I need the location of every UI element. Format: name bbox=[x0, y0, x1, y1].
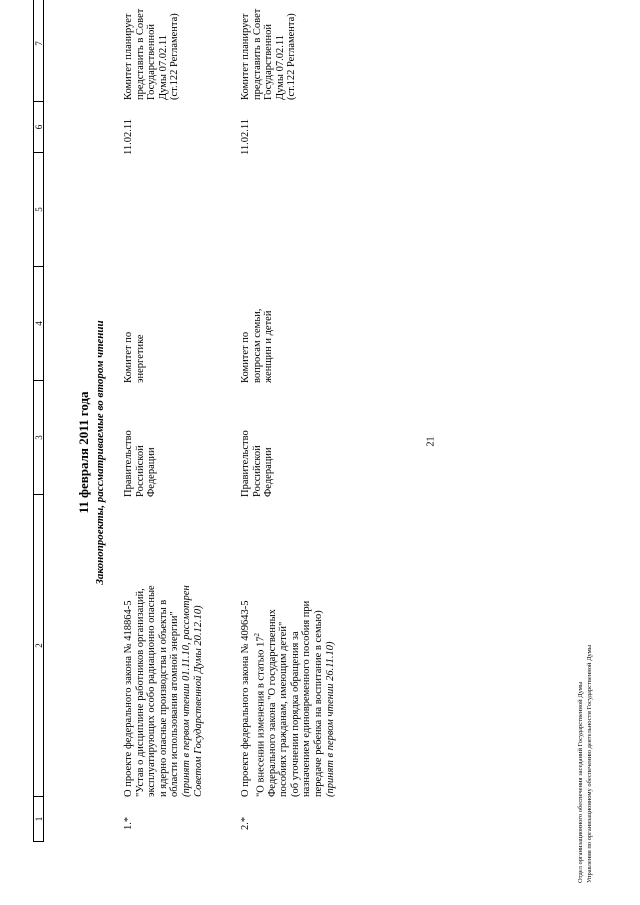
plan-line: представить в Совет bbox=[134, 8, 146, 100]
bill-title-line: пособиях гражданам, имеющим детей" bbox=[278, 621, 290, 797]
committee-plan bbox=[123, 0, 181, 100]
committee-line: Комитет по bbox=[240, 331, 251, 383]
plan-line: Думы 07.02.11 bbox=[274, 35, 286, 100]
bill-title-line: эксплуатирующих особо радиационно опасные bbox=[146, 585, 158, 797]
bill-title-line: и ядерно опасные производства и объекты в bbox=[157, 599, 169, 797]
section-subtitle: Законопроекты, рассматриваемые во втором чтении bbox=[94, 320, 106, 585]
bill-reading-note: (принят в первом чтении 01.11.10, рассмотрен bbox=[180, 585, 192, 797]
committee-line: женщин и детей bbox=[263, 310, 275, 383]
initiator-line: Федерации bbox=[263, 447, 275, 497]
column-number: 3 bbox=[34, 380, 43, 494]
article-superscript: 2 bbox=[252, 632, 261, 637]
bill-title-line: "Устав о дисциплине работников организаций, bbox=[134, 588, 146, 797]
bill-initiator bbox=[123, 387, 158, 497]
bill-title-line: Федерального закона "О государственных bbox=[266, 609, 278, 797]
initiator-line: Правительство bbox=[240, 430, 251, 497]
session-date-heading: 11 февраля 2011 года bbox=[76, 391, 91, 514]
review-date: 11.02.11 bbox=[240, 119, 251, 155]
initiator-line: Правительство bbox=[123, 430, 134, 497]
plan-line: (ст.122 Регламента) bbox=[169, 13, 181, 100]
bill-reading-note: (принят в первом чтении 26.11.10) bbox=[324, 641, 336, 797]
responsible-committee bbox=[123, 273, 146, 383]
plan-line: Комитет планирует bbox=[123, 13, 134, 100]
initiator-line: Российской bbox=[134, 445, 146, 497]
bill-title-line: "О внесении изменения в статью 17 bbox=[255, 636, 267, 797]
committee-line: энергетике bbox=[134, 334, 146, 383]
plan-line: (ст.122 Регламента) bbox=[286, 13, 298, 100]
column-number: 4 bbox=[34, 266, 43, 380]
bill-reading-note: Советом Государственной Думы 20.12.10) bbox=[192, 605, 204, 797]
committee-plan bbox=[240, 0, 298, 100]
plan-line: Государственной bbox=[146, 24, 158, 100]
column-number-row bbox=[33, 0, 44, 842]
committee-line: Комитет по bbox=[123, 331, 134, 383]
footer-line: Отдел организационного обеспечения заседаний Государственной Думы bbox=[577, 681, 584, 883]
footer bbox=[577, 645, 594, 883]
initiator-line: Российской bbox=[251, 445, 263, 497]
bill-title-line: назначением единовременного пособия при bbox=[301, 600, 313, 797]
initiator-line: Федерации bbox=[146, 447, 158, 497]
bill-title-line: (об уточнении порядка обращения за bbox=[289, 631, 301, 797]
bill-title-line: передаче ребенка на воспитание в семью) bbox=[313, 610, 325, 797]
bill-initiator bbox=[240, 387, 275, 497]
plan-line: Комитет планирует bbox=[240, 13, 251, 100]
bill-description bbox=[123, 497, 204, 797]
column-number: 7 bbox=[34, 41, 44, 46]
bill-title-line: О проекте федерального закона № 409643-5 bbox=[240, 600, 251, 797]
column-number: 1 bbox=[34, 796, 43, 841]
row-number: 2.* bbox=[240, 816, 251, 830]
responsible-committee bbox=[240, 273, 275, 383]
footer-line: Управления по организационному обеспечению деятельности Государственной Думы bbox=[585, 644, 593, 883]
plan-line: Государственной bbox=[263, 24, 275, 100]
column-number: 5 bbox=[34, 152, 43, 266]
page-number: 21 bbox=[425, 436, 437, 447]
committee-line: вопросам семьи, bbox=[251, 308, 263, 383]
column-number: 6 bbox=[34, 101, 43, 152]
bill-title-line: области использования атомной энергии" bbox=[169, 611, 181, 797]
plan-line: Думы 07.02.11 bbox=[157, 35, 169, 100]
plan-line: представить в Совет bbox=[251, 8, 263, 100]
review-date: 11.02.11 bbox=[123, 119, 134, 155]
column-number: 2 bbox=[34, 494, 43, 796]
bill-title-line: О проекте федерального закона № 418864-5 bbox=[123, 600, 134, 797]
row-number: 1.* bbox=[123, 816, 134, 830]
bill-description bbox=[240, 497, 336, 797]
